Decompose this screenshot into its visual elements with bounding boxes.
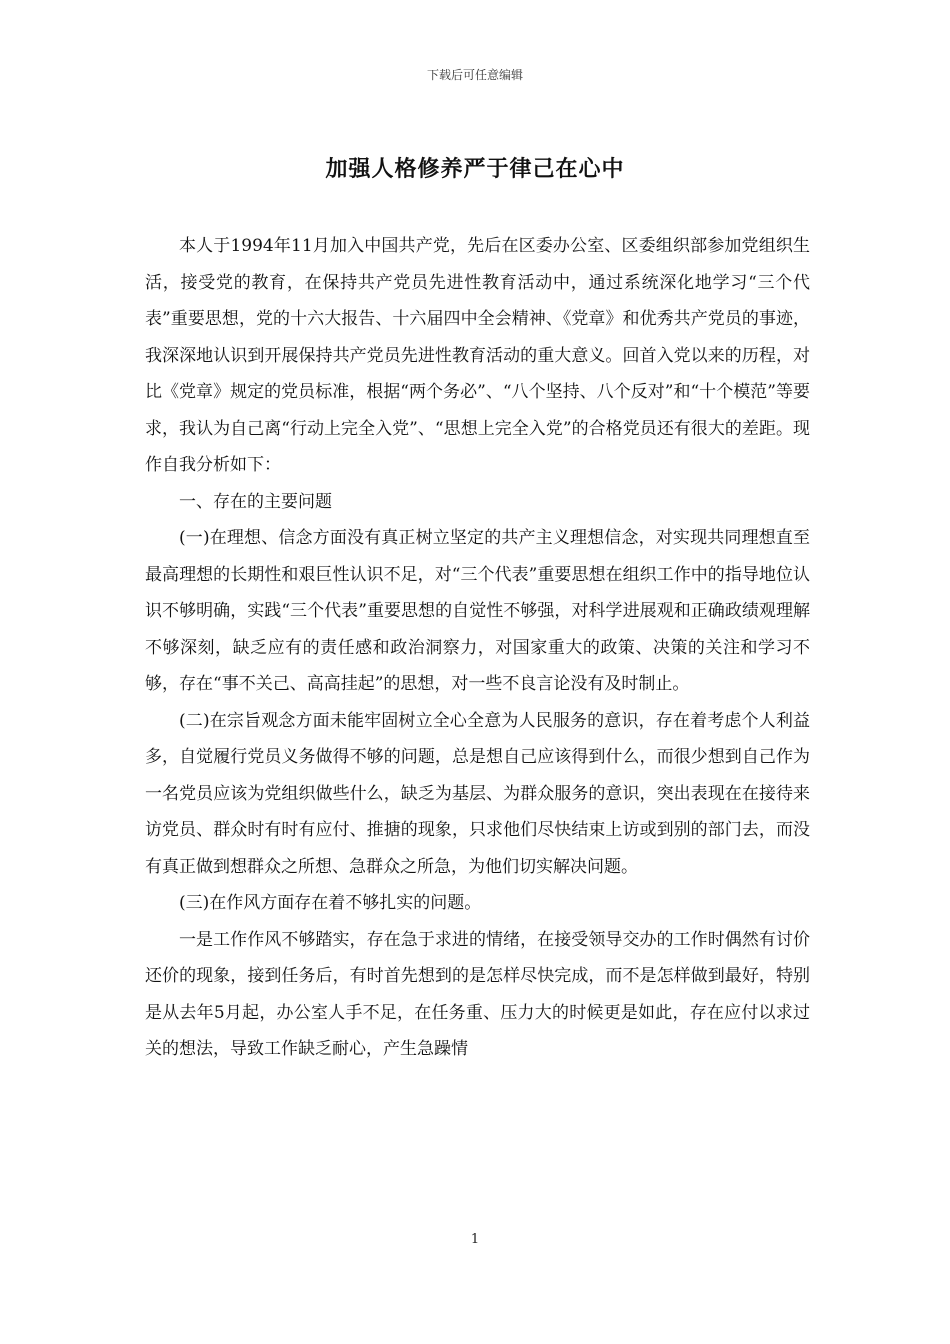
paragraph-intro: 本人于1994年11月加入中国共产党，先后在区委办公室、区委组织部参加党组织生活，接受党的教育，在保持共产党员先进性教育活动中，通过系统深化地学习“三个代表”重要思想，党的十六大报告、十六届四中全会精神、《党章》和优秀共产党员的事迹，我深深地认识到开展保持共产党员先进性教育活动的重大意义。回首入党以来的历程，对比《党章》规定的党员标准，根据“两个务必”、“八个坚持、八个反对”和“十个模范”等要求，我认为自己离“行动上完全入党”、“思想上完全入党”的合格党员还有很大的差距。现作自我分析如下： (145, 236, 810, 475)
paragraph-work-style: 一是工作作风不够踏实，存在急于求进的情绪，在接受领导交办的工作时偶然有讨价还价的现象，接到任务后，有时首先想到的是怎样尽快完成，而不是怎样做到最好，特别是从去年5月起，办公室人手不足，在任务重、压力大的时候更是如此，存在应付以求过关的想法，导致工作缺乏耐心，产生急躁情 (145, 929, 810, 1059)
document-title: 加强人格修养严于律己在心中 (325, 156, 625, 182)
paragraph-purpose: (二)在宗旨观念方面未能牢固树立全心全意为人民服务的意识，存在着考虑个人利益多，自觉履行党员义务做得不够的问题，总是想自己应该得到什么，而很少想到自己作为一名党员应该为党组织做些什么，缺乏为基层、为群众服务的意识，突出表现在在接待来访党员、群众时有时有应付、推搪的现象，只求他们尽快结束上访或到别的部门去，而没有真正做到想群众之所想、急群众之所急，为他们切实解决问题。 (145, 710, 810, 877)
section-heading: 一、存在的主要问题 (179, 491, 332, 512)
paragraph-style: (三)在作风方面存在着不够扎实的问题。 (179, 893, 482, 913)
document-body (145, 228, 810, 1068)
paragraph-ideals: (一)在理想、信念方面没有真正树立坚定的共产主义理想信念，对实现共同理想直至最高理想的长期性和艰巨性认识不足，对“三个代表”重要思想在组织工作中的指导地位认识不够明确，实践“三个代表”重要思想的自觉性不够强，对科学进展观和正确政绩观理解不够深刻，缺乏应有的责任感和政治洞察力，对国家重大的政策、决策的关注和学习不够，存在“事不关己、高高挂起”的思想，对一些不良言论没有及时制止。 (145, 528, 810, 694)
page-number: 1 (470, 1232, 480, 1247)
header-note: 下载后可任意编辑 (426, 68, 523, 82)
